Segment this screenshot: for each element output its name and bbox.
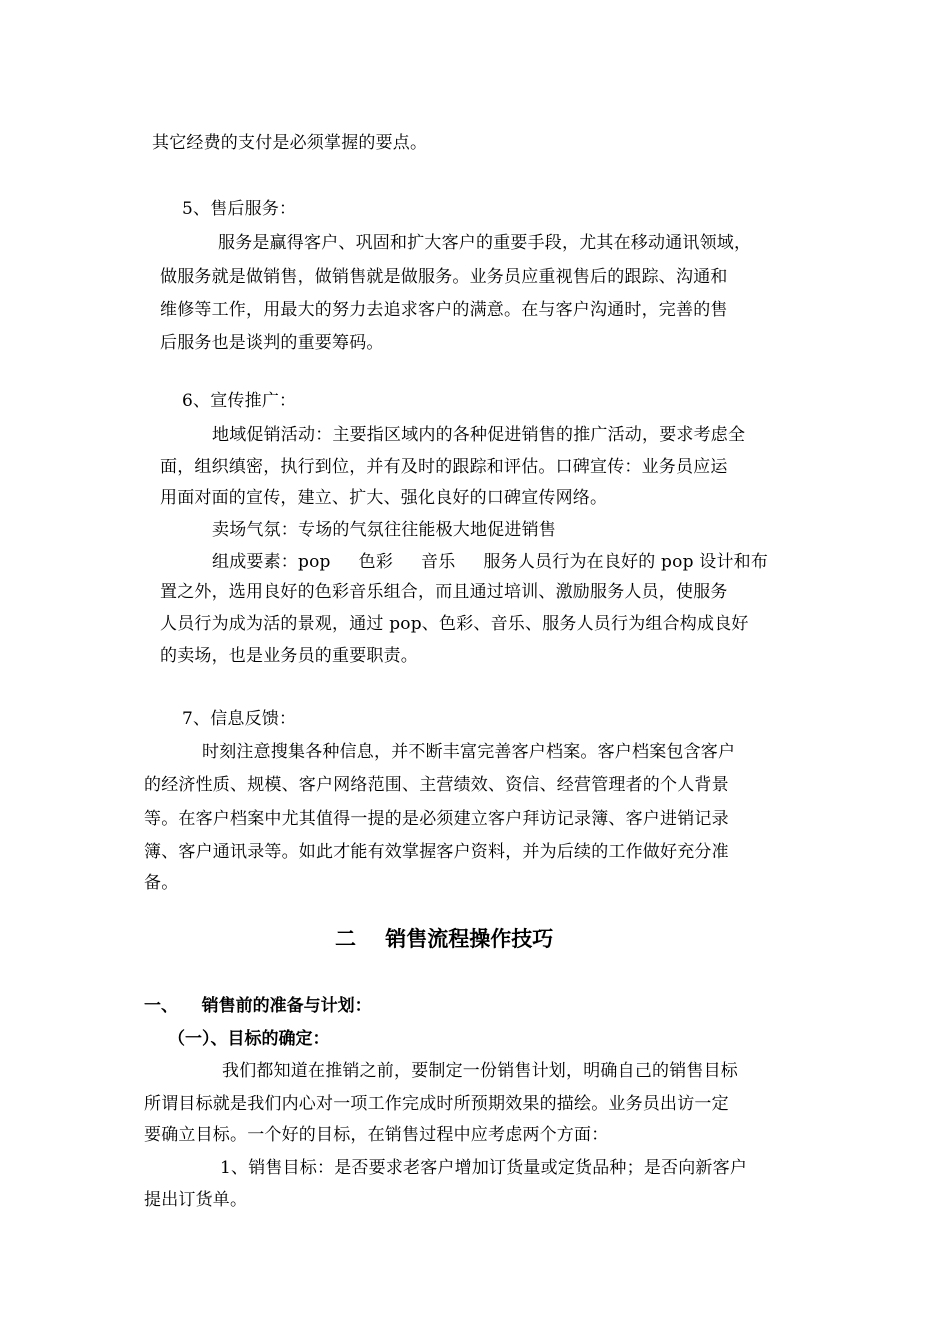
section-7-line: 备。 [144,873,179,893]
section-6-line: 面，组织缜密，执行到位，并有及时的跟踪和评估。口碑宣传：业务员应运 [160,457,728,477]
section-7-line: 的经济性质、规模、客户网络范围、主营绩效、资信、经营管理者的个人背景 [144,775,729,795]
sub-heading: （一）、目标的确定： [168,1029,330,1049]
section-5-title: 5、售后服务： [182,199,297,219]
section-5-line: 维修等工作，用最大的努力去追求客户的满意。在与客户沟通时，完善的售 [160,300,728,320]
section-6-line: 用面对面的宣传，建立、扩大、强化良好的口碑宣传网络。 [160,488,608,508]
section-6-line: 组成要素：pop 色彩 音乐 服务人员行为在良好的 pop 设计和布 [212,552,769,572]
section-6-line: 人员行为成为活的景观，通过 pop、色彩、音乐、服务人员行为组合构成良好 [160,614,749,634]
section-7-title: 7、信息反馈： [182,709,297,729]
part-1-line: 1、销售目标：是否要求老客户增加订货量或定货品种；是否向新客户 [220,1158,748,1178]
part-1-line: 提出订货单。 [144,1190,248,1210]
intro-line: 其它经费的支付是必须掌握的要点。 [152,133,428,153]
part-1-line: 要确立目标。一个好的目标，在销售过程中应考虑两个方面： [144,1125,609,1145]
section-7-line: 簿、客户通讯录等。如此才能有效掌握客户资料，并为后续的工作做好充分准 [144,842,729,862]
section-6-line: 卖场气氛：专场的气氛往往能极大地促进销售 [212,520,556,540]
section-6-line: 置之外，选用良好的色彩音乐组合，而且通过培训、激励服务人员，使服务 [160,582,728,602]
section-7-line: 等。在客户档案中尤其值得一提的是必须建立客户拜访记录簿、客户进销记录 [144,809,729,829]
section-6-line: 地域促销活动：主要指区域内的各种促进销售的推广活动，要求考虑全 [212,425,746,445]
section-7-line: 时刻注意搜集各种信息，并不断丰富完善客户档案。客户档案包含客户 [202,742,736,762]
part-1-line: 所谓目标就是我们内心对一项工作完成时所预期效果的描绘。业务员出访一定 [144,1094,729,1114]
part-1-line: 我们都知道在推销之前，要制定一份销售计划，明确自己的销售目标 [222,1061,738,1081]
chapter-heading: 二 销售流程操作技巧 [335,927,554,951]
section-5-line: 做服务就是做销售，做销售就是做服务。业务员应重视售后的跟踪、沟通和 [160,267,728,287]
section-5-line: 后服务也是谈判的重要筹码。 [160,333,384,353]
section-6-title: 6、宣传推广： [182,391,297,411]
section-5-line: 服务是赢得客户、巩固和扩大客户的重要手段，尤其在移动通讯领域， [218,233,752,253]
part-heading: 一、 销售前的准备与计划： [144,996,372,1016]
section-6-line: 的卖场，也是业务员的重要职责。 [160,646,418,666]
